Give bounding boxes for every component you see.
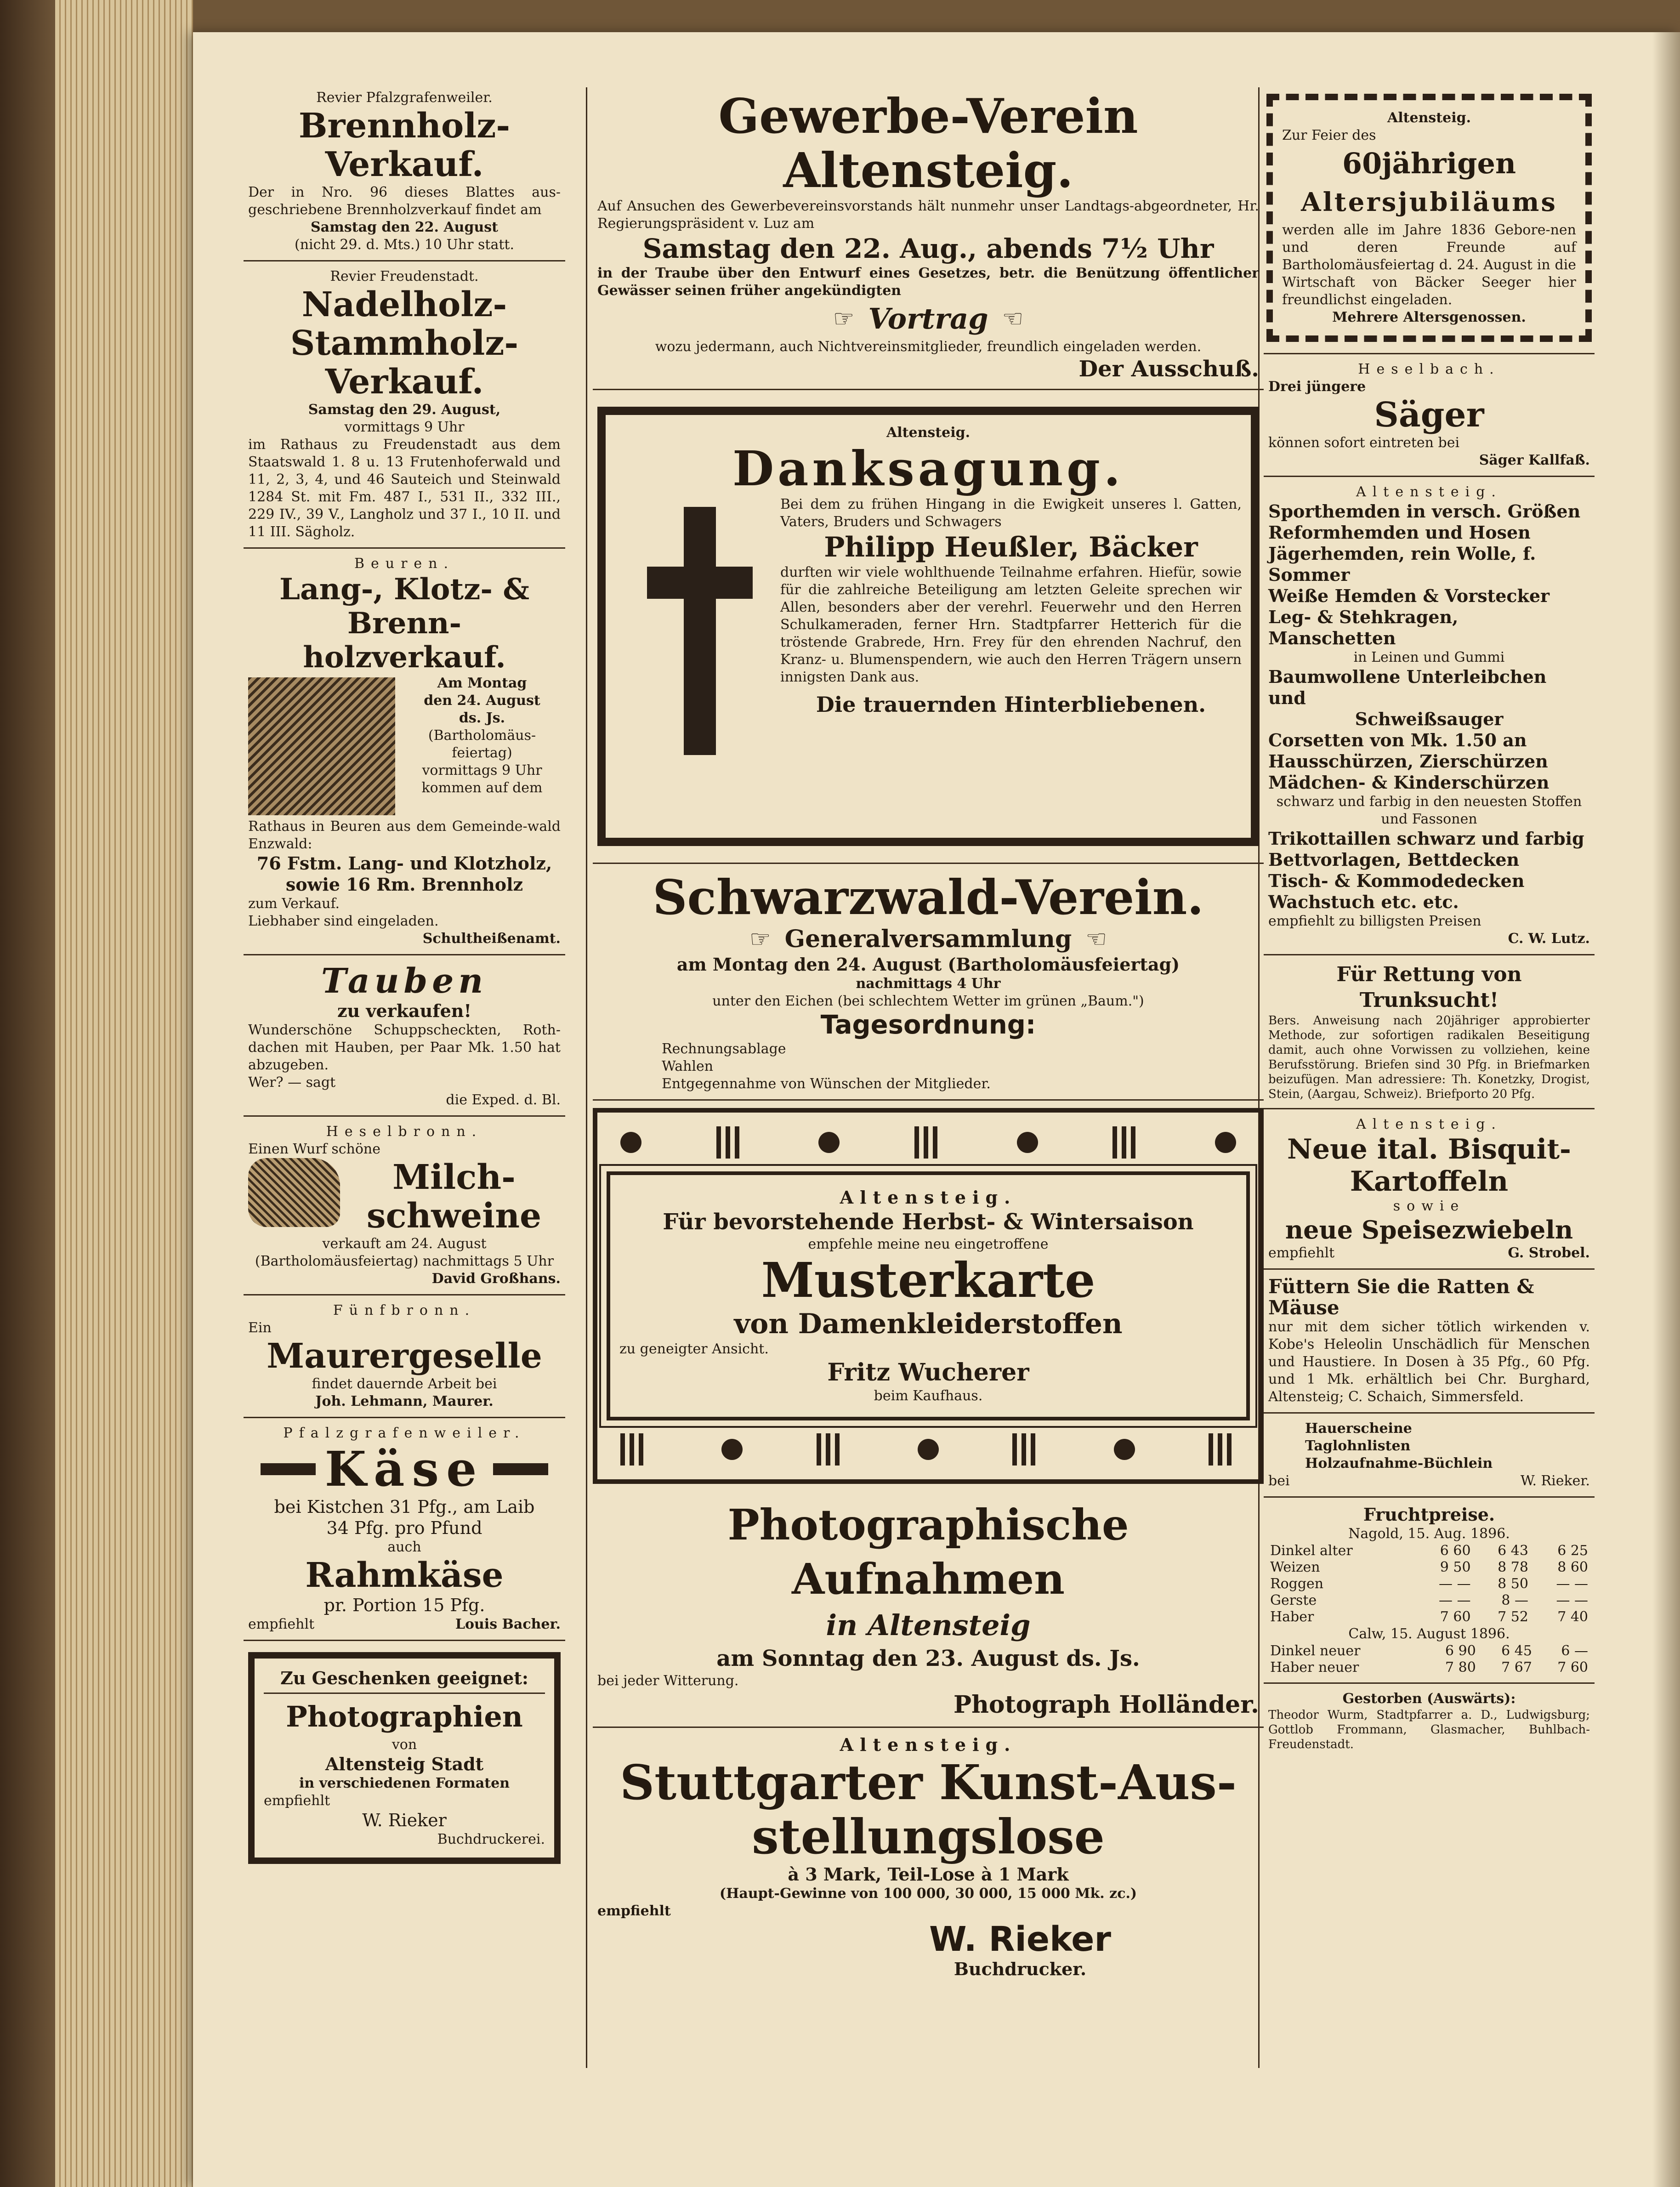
ad-danksagung [593,390,1264,864]
ad-line: Baumwollene Unterleibchen und [1268,666,1547,708]
ad-line: Wachstuch etc. etc. [1268,892,1459,912]
ad-maurergeselle [244,1295,565,1418]
ad-body: durften wir viele wohlthuende Teilnahme erfahren. Hiefür, sowie für die zahlreiche Beteiligung am letzten Geleite sprechen wir Allen, besonders aber der verehrl. Feuerwehr und den Herren Schulkameraden, ferner Hrn. Stadtpfarrer Hetterich für die tröstende Grabrede, Hrn. Frey für den ehrenden Nachruf, den Kranz- u. Blumenspendern, wie auch den Herren Trägern unsern innigsten Dank aus. [780,564,1242,685]
ad-title: Käse [324,1441,484,1497]
ad-line: Weiße Hemden & Vorstecker [1268,585,1550,606]
ad-line: Reformhemden und Hosen [1268,522,1531,543]
ad-line: Hausschürzen, Zierschürzen [1268,751,1548,772]
agenda-item: Entgegennahme von Wünschen der Mitglieder. [662,1076,991,1092]
ad-kartoffeln [1264,1109,1595,1270]
table-row: Haber neuer 7 80 7 67 7 60 [1270,1659,1588,1676]
column-rule [586,87,587,2068]
ad-kunstausstellung [593,1728,1264,1986]
ad-date: Samstag den 22. August [310,219,499,235]
table-row: Haber 7 60 7 52 7 40 [1270,1609,1588,1625]
page-shadow [1652,32,1680,2187]
ad-signature: W. Rieker [362,1810,447,1830]
ad-signature: Joh. Lehmann, Maurer. [315,1393,494,1409]
ad-body: in der Traube über den Entwurf eines Gesetzes, betr. die Benützung öffentlicher Gewässer seinen früher angekündigten [597,265,1259,299]
ad-sowie: sowie [1393,1198,1465,1214]
ad-signature: Die trauernden Hinterbliebenen. [816,692,1206,717]
ad-line: Taglohnlisten [1305,1438,1411,1454]
ad-body: findet dauernde Arbeit bei [312,1376,497,1392]
ad-title: Schwarzwald-Verein. [653,869,1204,926]
ad-gewerbeverein [593,83,1264,390]
ad-body: Auf Ansuchen des Gewerbevereinsvorstands hält nunmehr unser Landtags-abgeordneter, Hr. Regierungspräsident v. Luz am [597,198,1259,232]
ad-body: Der in Nro. 96 dieses Blattes aus-geschriebene Brennholzverkauf findet am [248,184,561,218]
ad-frame [248,1652,561,1864]
cross-icon [647,507,753,755]
newspaper-page [193,32,1680,2187]
ad-title: Maurergeselle [267,1336,542,1376]
ad-tauben [244,955,565,1117]
ad-line: Für bevorstehende Herbst- & Wintersaison [663,1209,1194,1235]
ad-line: Mädchen- & Kinderschürzen [1268,772,1549,793]
pointing-hand-icon: ☞ [749,926,771,953]
ad-title: schweine [366,1196,542,1236]
ad-title: holzverkauf. [303,640,506,675]
ad-body: können sofort eintreten bei [1268,435,1460,451]
ad-trunksucht [1264,955,1595,1109]
ad-place: Fünfbronn. [333,1302,476,1318]
price-table [1268,1543,1590,1625]
ad-role: Buchdrucker. [954,1959,1087,1979]
ad-auch: auch [387,1539,421,1555]
ad-title: Stuttgarter Kunst-Aus- [619,1754,1237,1811]
ad-gestorben [1264,1684,1595,1758]
ad-place: Revier Freudenstadt. [330,268,479,284]
pointing-hand-icon: ☜ [1002,305,1024,333]
right-column [1264,83,1595,1758]
ad-title: Lang-, Klotz- & Brenn- [279,572,530,641]
ad-note: (Bartholomäus-feiertag) [428,727,536,761]
ad-signature: Der Ausschuß. [1078,356,1259,382]
ad-time: vormittags 9 Uhr [344,419,465,435]
table-row: Weizen 9 50 8 78 8 60 [1270,1559,1588,1575]
ad-line: Bettvorlagen, Bettdecken [1268,849,1520,870]
ad-heleolin [1264,1270,1595,1414]
ad-line: in verschiedenen Formaten [299,1775,510,1791]
ad-musterkarte [593,1108,1264,1484]
ad-line: Jägerhemden, rein Wolle, f. Sommer [1268,543,1536,585]
ad-body: wozu jedermann, auch Nichtvereinsmitglieder, freundlich eingeladen werden. [655,339,1202,355]
ad-title: neue Speisezwiebeln [1285,1215,1573,1244]
decorative-border [620,1433,1236,1466]
book-spine [0,0,55,2187]
ad-invite: Liebhaber sind eingeladen. [248,913,439,929]
ad-formulare [1264,1414,1595,1498]
ad-signature: Mehrere Altersgenossen. [1332,309,1526,325]
ad-body: Wunderschöne Schuppscheckten, Roth-dachen mit Hauben, per Paar Mk. 1.50 hat abzugeben. [248,1022,561,1073]
ad-signature: Fritz Wucherer [827,1358,1029,1386]
decor-bar [493,1463,548,1475]
woodcut-illustration [248,677,395,815]
ad-title: Danksagung. [732,440,1124,497]
ad-price: à 3 Mark, Teil-Lose à 1 Mark [788,1864,1069,1885]
ad-title: Tauben [321,961,488,1001]
ad-signature: die Exped. d. Bl. [446,1092,561,1108]
ad-signature: W. Rieker [929,1920,1111,1959]
ad-body: Bers. Anweisung nach 20jähriger approbierter Methode, zur sofortigen radikalen Beseitigung damit, auch ohne Vorwissen zu vollziehen, keine Berufsstörung. Briefen sind 30 Pfg. in Briefmarken beizufügen. Man adressiere: Th. Konetzky, Drogist, Stein, (Aargau, Schweiz). Briefporto 20 Pfg. [1268,1014,1590,1101]
decor-bar [261,1463,316,1475]
ad-title: Neue ital. Bisquit- [1287,1133,1571,1165]
ad-price: pr. Portion 15 Pfg. [324,1595,485,1615]
ad-line: schwarz und farbig in den neuesten Stoffen und Fassonen [1276,794,1582,827]
ad-time: vormittags 9 Uhr kommen auf dem [421,762,543,796]
ad-place: Altensteig. [840,1734,1017,1755]
table-row: Dinkel alter 6 60 6 43 6 25 [1270,1543,1588,1559]
ad-pre: Ein [248,1320,272,1336]
ad-place: Heselbronn. [326,1124,483,1140]
ad-empfiehlt: empfiehlt [248,1616,315,1632]
ad-signature: David Großhans. [431,1271,561,1287]
decorative-border [620,1126,1236,1159]
table-row: Roggen — — 8 50 — — [1270,1576,1588,1592]
ad-title: Kartoffeln [1350,1165,1509,1198]
ad-line: Hauerscheine [1305,1420,1412,1437]
ad-von: von [392,1737,417,1753]
ad-items: 76 Fstm. Lang- und Klotzholz, sowie 16 Rm. Brennholz [256,853,552,895]
ad-line: Zu Geschenken geeignet: [280,1668,528,1688]
ad-where: beim Kaufhaus. [874,1388,983,1404]
mourning-frame [597,407,1259,846]
agenda-item: Rechnungsablage [662,1041,786,1057]
ad-signature: W. Rieker. [1520,1473,1590,1489]
ad-signature: Photograph Holländer. [953,1691,1259,1719]
ad-place: Beuren. [354,556,455,572]
price-table [1268,1643,1590,1676]
ad-place: Altensteig. [840,1187,1017,1208]
ad-title: Nadelholz- Stammholz- [290,285,519,363]
ad-milchschweine [244,1117,565,1295]
ad-pre: Drei jüngere [1268,379,1366,395]
ad-place: Altensteig. [1356,484,1502,500]
ad-place: Altensteig. [886,425,971,441]
ad-line: Corsetten von Mk. 1.50 an [1268,730,1527,750]
ad-title: Photographische Aufnahmen [727,1500,1129,1604]
ad-line: Tisch- & Kommodedecken [1268,870,1525,891]
ad-signature: Säger Kallfaß. [1479,452,1590,468]
ad-pre: Einen Wurf schöne [248,1141,381,1157]
ad-place: Heselbach. [1358,361,1500,377]
ad-signature: G. Strobel. [1508,1245,1590,1261]
ad-title: stellungslose [752,1808,1105,1865]
ad-date: den 24. August [424,693,540,709]
table-row: Gerste — — 8 — — — [1270,1592,1588,1608]
ad-body: Bei dem zu frühen Hingang in die Ewigkeit unseres l. Gatten, Vaters, Bruders und Schwagers [780,496,1242,530]
ad-sale: zum Verkauf. [248,896,340,912]
ad-body: Rathaus in Beuren aus dem Gemeinde-wald Enzwald: [248,818,561,852]
ad-role: Buchdruckerei. [437,1831,545,1847]
middle-column [593,83,1264,1986]
ad-date: Samstag den 29. August, [308,402,501,418]
ad-date: ds. Js. [459,710,505,726]
ad-date: Am Montag [437,675,527,691]
ad-date: am Montag den 24. August (Bartholomäusfeiertag) [676,954,1180,975]
ad-body: verkauft am 24. August (Bartholomäusfeiertag) nachmittags 5 Uhr [255,1236,554,1269]
ad-date: am Sonntag den 23. August ds. Js. [716,1646,1140,1671]
ad-title: Musterkarte [761,1252,1095,1308]
ad-line: Sporthemden in versch. Größen [1268,501,1581,522]
agenda-item: Wahlen [662,1058,714,1074]
ad-title: Brennholz-Verkauf. [298,106,511,184]
ad-frame [1266,94,1592,342]
ad-line: in Leinen und Gummi [1353,649,1505,665]
ad-line: Leg- & Stehkragen, Manschetten [1268,607,1459,648]
ad-beuren [244,549,565,955]
pointing-hand-icon: ☞ [833,305,855,333]
ad-place: Altensteig. [1387,110,1471,126]
ad-frame [607,1171,1250,1420]
ad-empfiehlt: empfiehlt [264,1793,330,1809]
ad-place: Calw, 15. August 1896. [1348,1626,1510,1642]
ad-bei: bei [1268,1473,1290,1489]
ad-where: unter den Eichen (bei schlechtem Wetter im grünen „Baum.") [712,993,1144,1009]
ad-title: Rahmkäse [305,1556,504,1595]
ad-title: Gewerbe-Verein Altensteig. [718,88,1138,199]
left-column [244,83,565,1875]
ad-sub: zu verkaufen! [337,1000,472,1021]
ad-title: Füttern Sie die Ratten & Mäuse [1268,1275,1534,1319]
ad-sub: in Altensteig [826,1608,1031,1642]
ad-pre: Zur Feier des [1282,127,1376,143]
ad-title: Altersjubiläums [1301,187,1557,217]
ad-body: 34 Pfg. pro Pfund [326,1518,482,1538]
ad-line: empfehle meine neu eingetroffene [808,1236,1049,1252]
ad-saeger [1264,354,1595,477]
ad-title: Für Rettung von Trunksucht! [1336,963,1522,1012]
ad-altersjubilaeum [1264,83,1595,354]
ad-schwarzwaldverein [593,864,1264,1101]
pig-illustration [248,1158,340,1227]
ad-place: Nagold, 15. Aug. 1896. [1348,1526,1510,1542]
ad-signature: C. W. Lutz. [1508,931,1590,947]
ad-title: Verkauf. [325,362,484,402]
ad-text [780,496,1242,718]
ad-nadelholz [244,261,565,549]
ad-time: nachmittags 4 Uhr [856,976,1001,992]
ad-body: Theodor Wurm, Stadtpfarrer a. D., Ludwigsburg; Gottlob Frommann, Glasmacher, Buhlbach-Freudenstadt. [1268,1708,1590,1751]
ad-line: von Damenkleiderstoffen [734,1308,1123,1340]
ad-wins: (Haupt-Gewinne von 100 000, 30 000, 15 000 Mk. zc.) [719,1886,1137,1902]
ad-title: Säger [1374,395,1484,435]
ad-line: Schweißsauger [1355,709,1504,729]
ad-kaese [244,1418,565,1641]
ad-line: Altensteig Stadt [325,1754,484,1774]
ad-lutz [1264,477,1595,955]
ad-brennholz [244,83,565,261]
ad-tagesordnung: Tagesordnung: [820,1010,1036,1040]
ad-body: nur mit dem sicher tötlich wirkenden v. Kobe's Heleolin Unschädlich für Menschen und Haustiere. In Dosen à 35 Pfg., 60 Pfg. und 1 Mk. erhältlich bei Chr. Burghard, Altensteig; C. Schaich, Simmersfeld. [1268,1319,1590,1405]
ad-place: Pfalzgrafenweiler. [283,1425,526,1441]
ad-title: Gestorben (Auswärts): [1342,1691,1516,1707]
ad-signature: Louis Bacher. [455,1616,561,1632]
ad-body: bei Kistchen 31 Pfg., am Laib [274,1497,535,1517]
ad-body: im Rathaus zu Freudenstadt aus dem Staatswald 1. 8 u. 13 Frutenhoferwald und 11, 2, 3, 4, und 46 Sauteich und Steinwald 1284 St. mit Fm. 487 I., 531 II., 332 III., 229 IV., 39 V., Langholz und 37 I., 10 II. und 11 III. Sägholz. [248,437,561,540]
ad-signature: Schultheißenamt. [422,931,561,947]
ad-line: Trikottaillen schwarz und farbig [1268,828,1584,849]
ad-vortrag: Vortrag [868,302,988,335]
ad-question: Wer? — sagt [248,1074,336,1091]
ad-line: zu geneigter Ansicht. [619,1341,769,1357]
ad-title: Milch- [392,1158,516,1197]
ad-sub: Generalversammlung [784,925,1072,953]
ad-place: Altensteig. [1356,1116,1502,1132]
ad-title: Photographien [286,1700,523,1733]
ad-line: Holzaufnahme-Büchlein [1305,1455,1493,1471]
ad-title: 60jährigen [1342,147,1516,180]
ad-place: Revier Pfalzgrafenweiler. [316,90,493,106]
ad-photographische-aufnahmen [593,1491,1264,1728]
ad-fruchtpreise [1264,1498,1595,1684]
ad-weather: bei jeder Witterung. [597,1673,739,1689]
table-row: Dinkel neuer 6 90 6 45 6 — [1270,1643,1588,1659]
ad-title: Fruchtpreise. [1363,1504,1495,1525]
ad-name: Philipp Heußler, Bäcker [824,531,1198,563]
ad-empfiehlt: empfiehlt [597,1903,671,1919]
ad-empfiehlt: empfiehlt [1268,1245,1335,1261]
ad-body: (nicht 29. d. Mts.) 10 Uhr statt. [295,237,514,253]
ad-photographien [244,1641,565,1875]
ad-date: Samstag den 22. Aug., abends 7½ Uhr [642,233,1214,264]
ad-empfiehlt: empfiehlt zu billigsten Preisen [1268,913,1481,929]
ad-body: werden alle im Jahre 1836 Gebore-nen und deren Freunde auf Bartholomäusfeiertag d. 24. August in die Wirtschaft von Bäcker Seeger hier freundlichst eingeladen. [1282,222,1576,308]
pointing-hand-icon: ☜ [1085,926,1107,953]
